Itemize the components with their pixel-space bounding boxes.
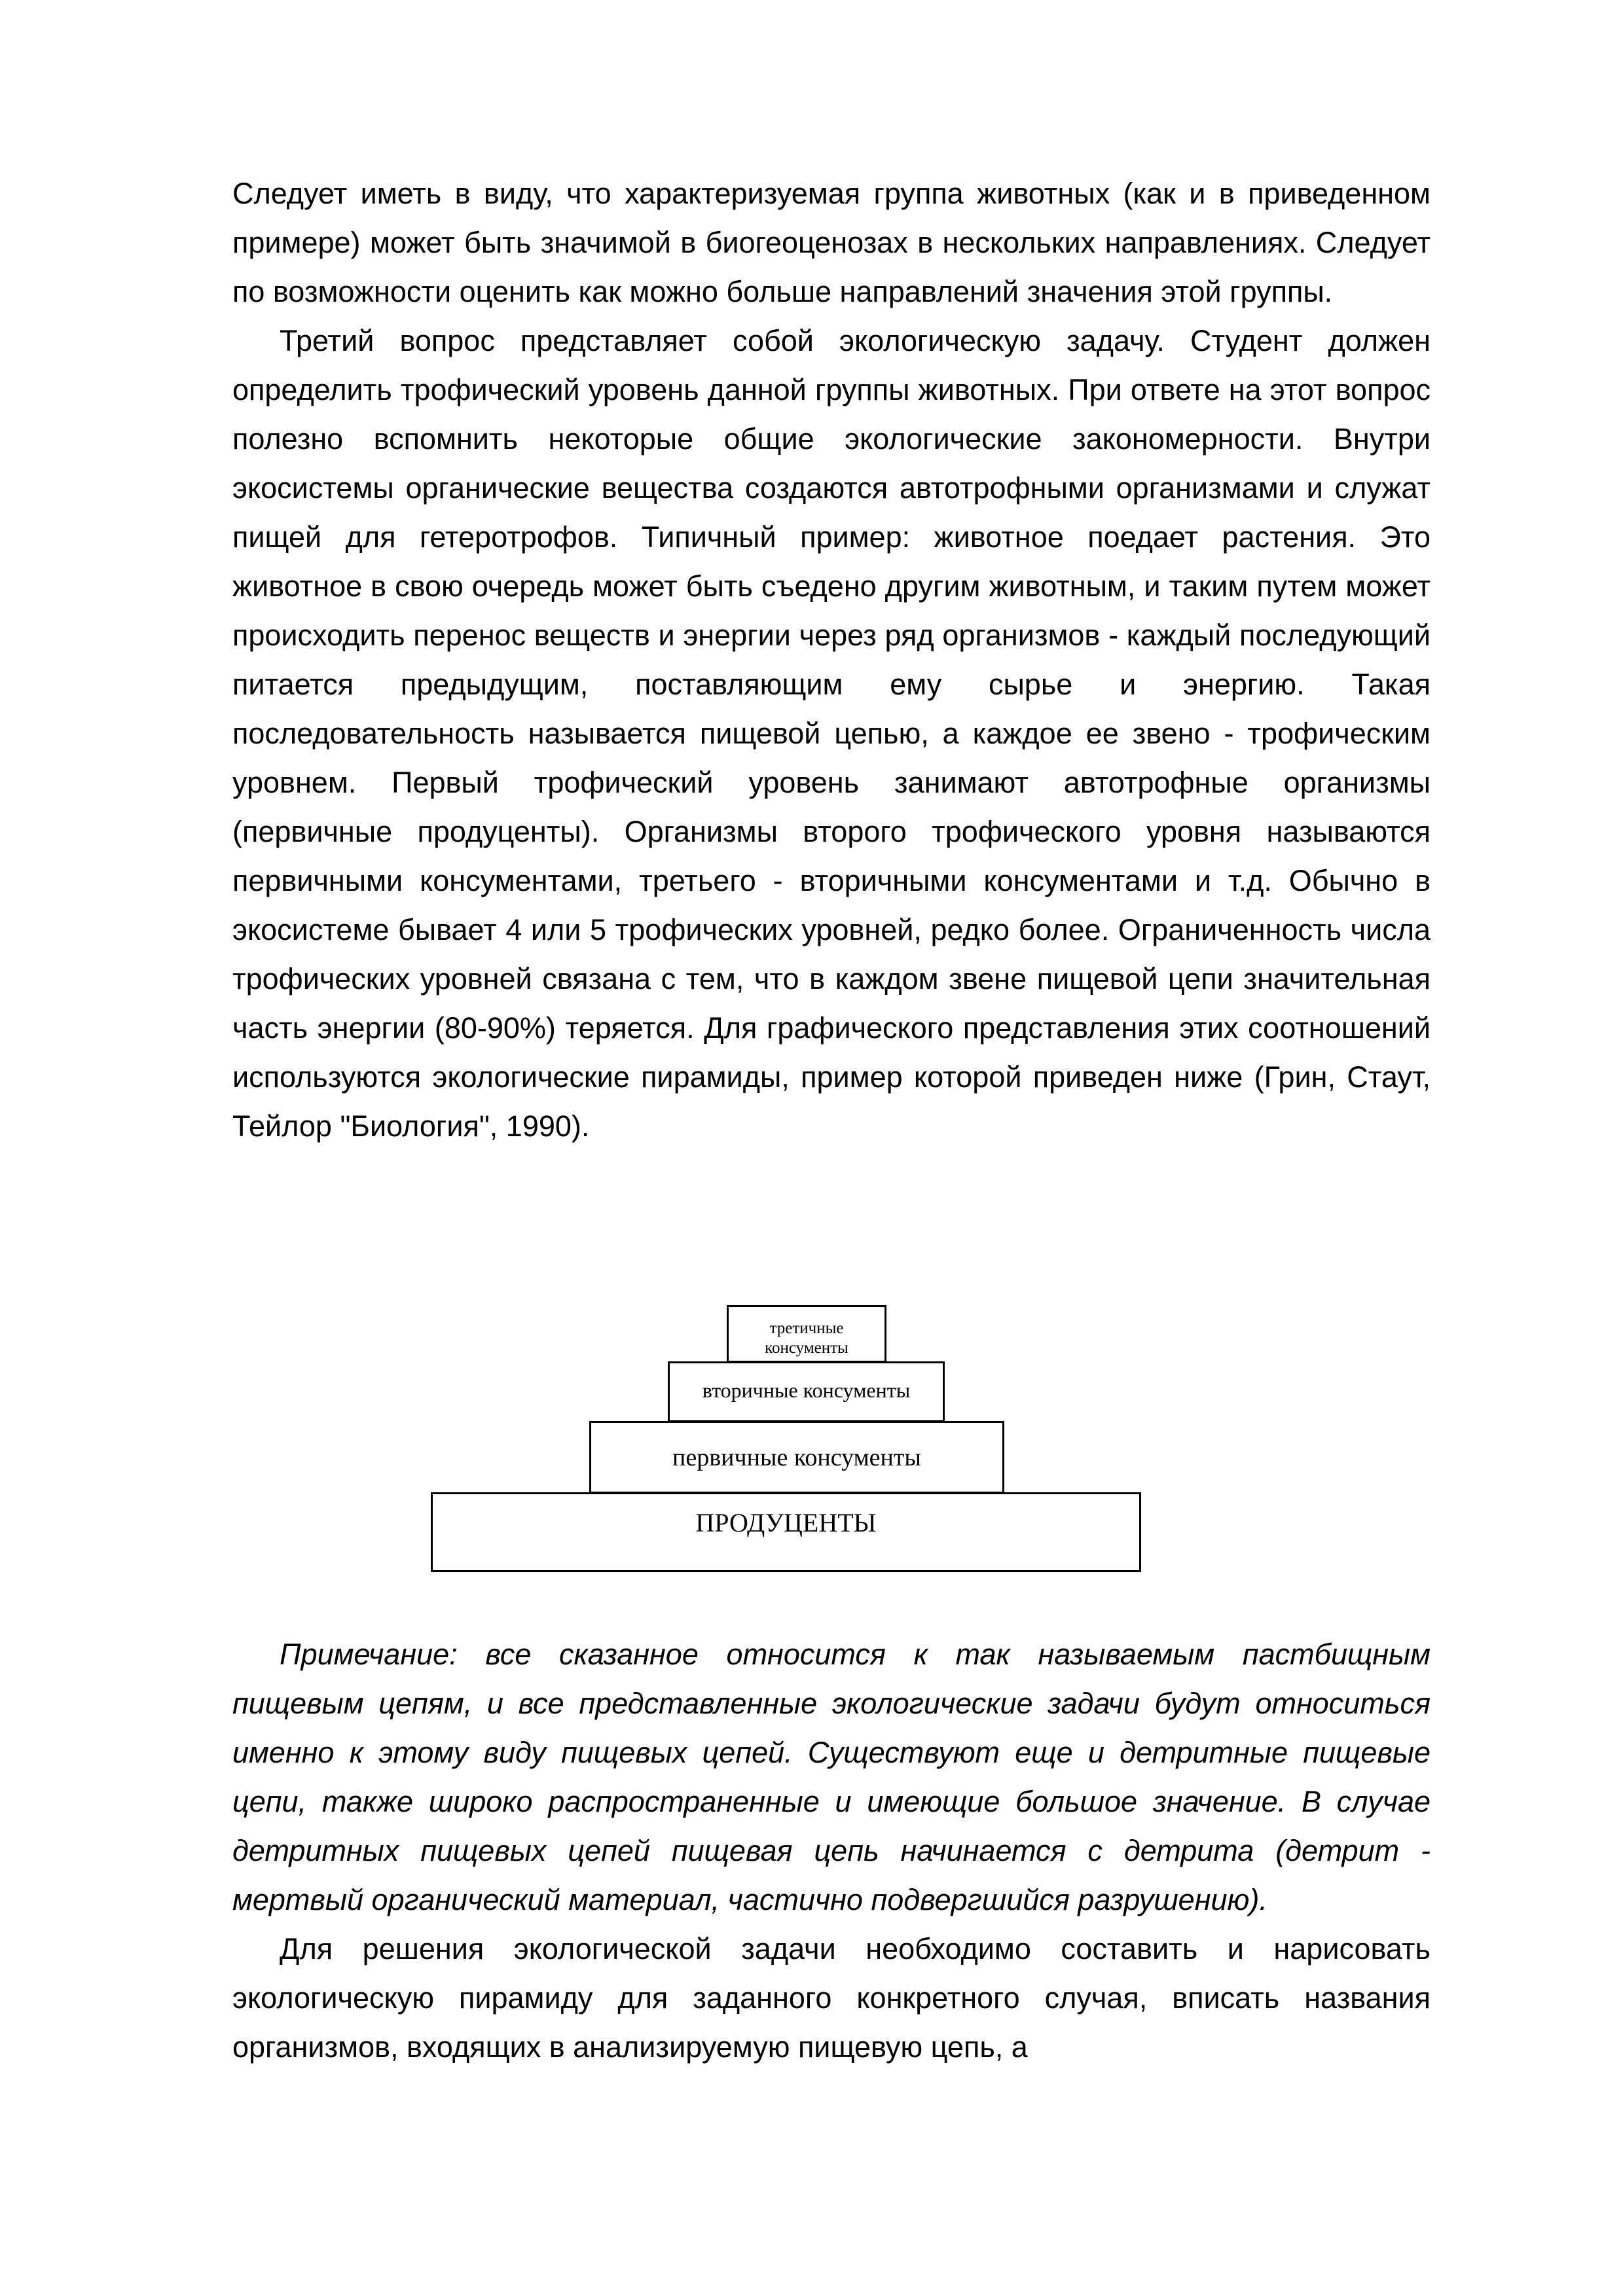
text-block-top: [232, 169, 1431, 1151]
pyramid-level-primary-consumers: первичные консументы: [589, 1421, 1004, 1494]
note-paragraph: Примечание: все сказанное относится к так называемым пастбищным пищевым цепям, и все представленные экологические задачи будут относиться именно к этому виду пищевых цепей. Существуют еще и детритные пищевые цепи, также широко распространенные и имеющие большое значение. В случае детритных пищевых цепей пищевая цепь начинается с детрита (детрит - мертвый органический материал, частично подвергшийся разрушению).: [232, 1638, 1431, 1916]
paragraph-trophic-levels: Третий вопрос представляет собой экологическую задачу. Студент должен определить трофический уровень данной группы животных. При ответе на этот вопрос полезно вспомнить некоторые общие экологические закономерности. Внутри экосистемы органические вещества создаются автотрофными организмами и служат пищей для гетеротрофов. Типичный пример: животное поедает растения. Это животное в свою очередь может быть съедено другим животным, и таким путем может происходить перенос веществ и энергии через ряд организмов - каждый последующий питается предыдущим, поставляющим ему сырье и энергию. Такая последовательность называется пищевой цепью, а каждое ее звено - трофическим уровнем. Первый трофический уровень занимают автотрофные организмы (первичные продуценты). Организмы второго трофического уровня называются первичными консументами, третьего - вторичными консументами и т.д. Обычно в экосистеме бывает 4 или 5 трофических уровней, редко более. Ограниченность числа трофических уровней связана с тем, что в каждом звене пищевой цепи значительная часть энергии (80-90%) теряется. Для графического представления этих соотношений используются экологические пирамиды, пример которой приведен ниже (Грин, Стаут, Тейлор "Биология", 1990).: [232, 324, 1431, 1143]
pyramid-level-tertiary-consumers: третичные консументы: [727, 1305, 886, 1363]
paragraph-significance: Следует иметь в виду, что характеризуемая группа животных (как и в приведенном примере) может быть значимой в биогеоценозах в нескольких направлениях. Следует по возможности оценить как можно больше направлений значения этой группы.: [232, 177, 1431, 308]
pyramid-level-producers: ПРОДУЦЕНТЫ: [431, 1492, 1141, 1572]
text-block-bottom: [232, 1630, 1431, 2072]
paragraph-task-instructions: Для решения экологической задачи необходимо составить и нарисовать экологическую пирамиду для заданного конкретного случая, вписать названия организмов, входящих в анализируемую пищевую цепь, а: [232, 1932, 1431, 2064]
pyramid-level-secondary-consumers: вторичные консументы: [668, 1361, 945, 1422]
